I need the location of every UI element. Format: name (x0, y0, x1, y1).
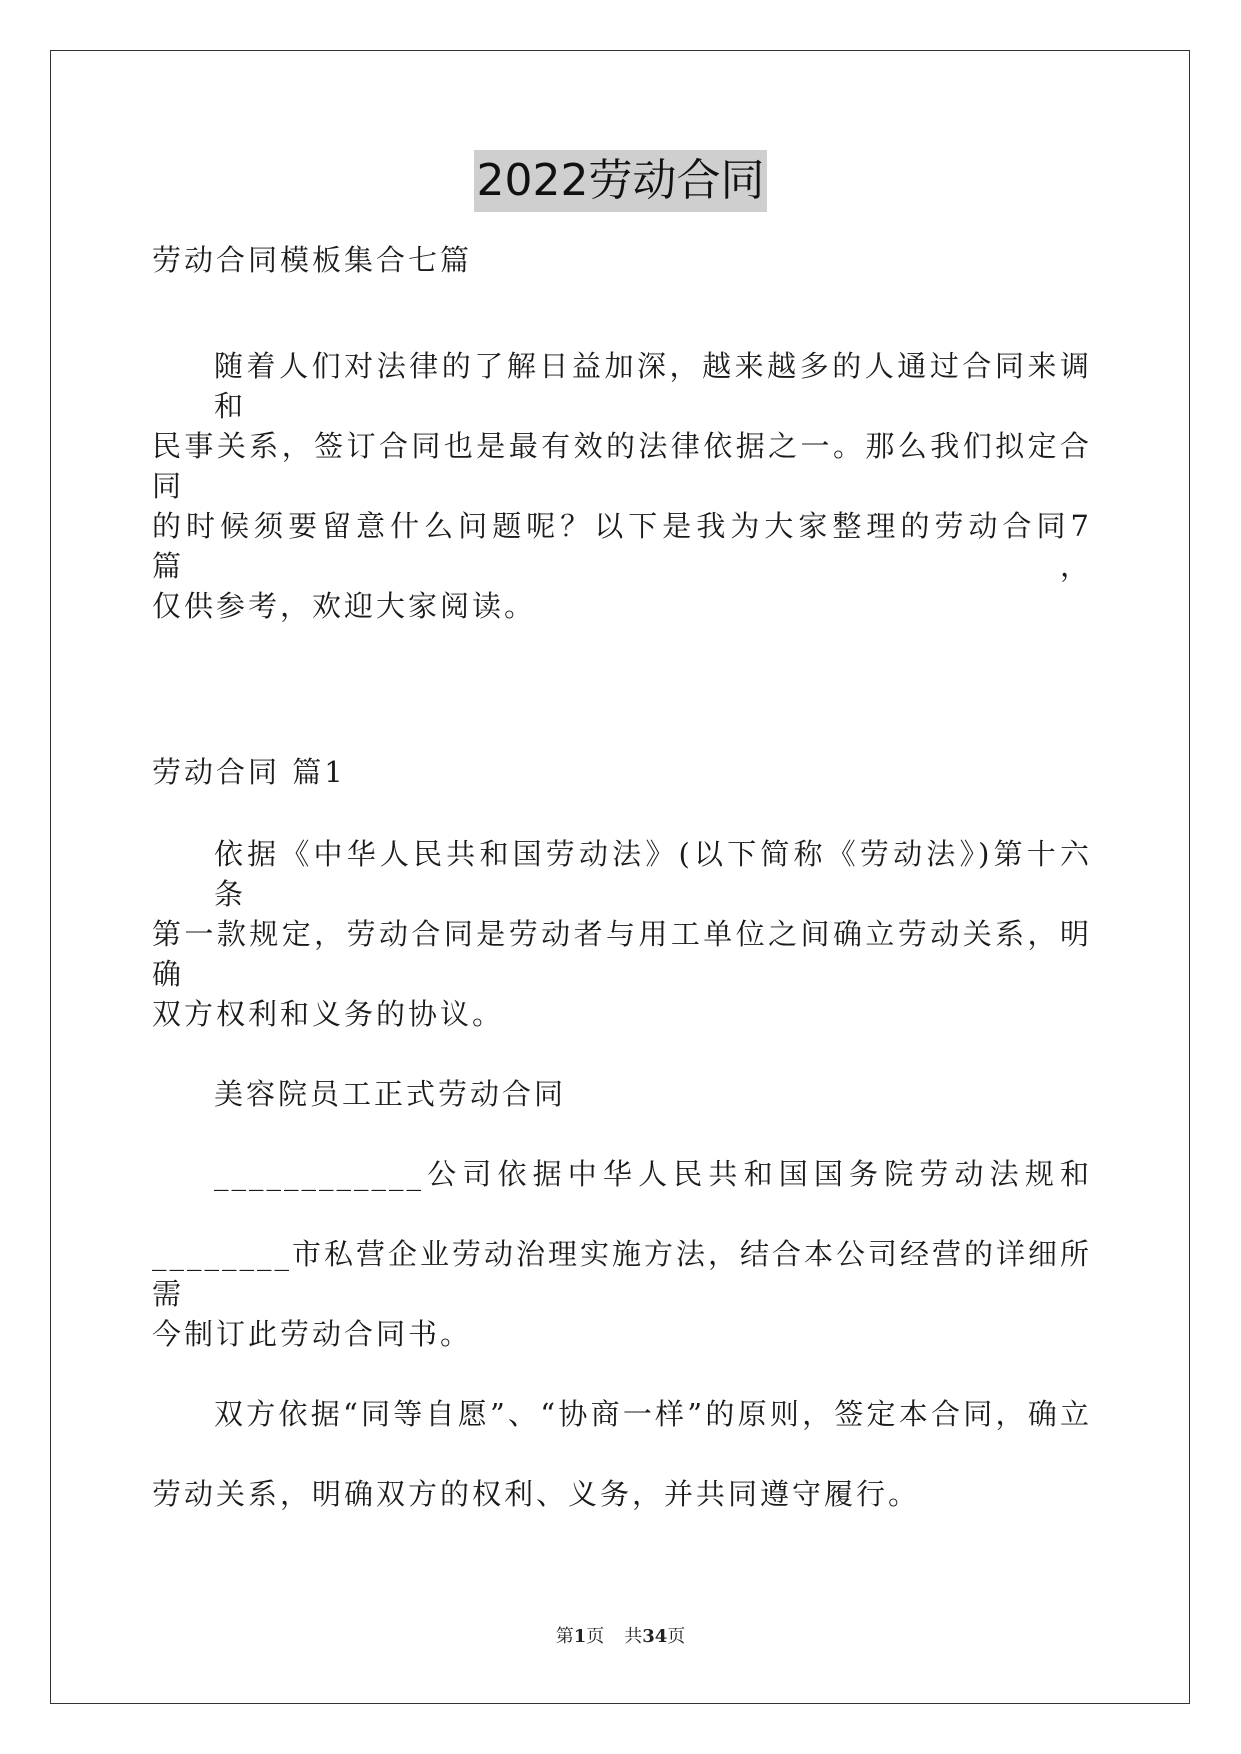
section-line-8: 双方依据“同等自愿”、“协商一样”的原则，签定本合同，确立 (214, 1397, 1092, 1431)
intro-line-1: 随着人们对法律的了解日益加深，越来越多的人通过合同来调和 (214, 349, 1092, 423)
footer-total-suffix: 页 (667, 1626, 686, 1647)
section-heading: 劳动合同 篇1 (152, 755, 346, 789)
page-footer (0, 1622, 1241, 1648)
footer-page-prefix: 第 (555, 1626, 574, 1647)
contract-name: 美容院员工正式劳动合同 (214, 1077, 567, 1111)
title-container (0, 150, 1241, 212)
footer-total-prefix: 共 (624, 1626, 643, 1647)
intro-line-3: 的时候须要留意什么问题呢？以下是我为大家整理的劳动合同7篇， (152, 509, 1092, 583)
section-line-5: ____________公司依据中华人民共和国国务院劳动法规和 (214, 1157, 1092, 1191)
section-line-9: 劳动关系，明确双方的权利、义务，并共同遵守履行。 (152, 1477, 921, 1511)
document-subtitle: 劳动合同模板集合七篇 (152, 243, 473, 277)
section-line-6: ________市私营企业劳动治理实施方法，结合本公司经营的详细所需 (152, 1237, 1093, 1311)
document-title: 2022劳动合同 (474, 150, 768, 212)
section-line-3: 双方权利和义务的协议。 (152, 997, 505, 1031)
intro-line-4: 仅供参考，欢迎大家阅读。 (152, 589, 537, 623)
footer-total-pages: 34 (642, 1626, 668, 1647)
footer-page-number: 1 (573, 1626, 587, 1647)
intro-line-2: 民事关系，签订合同也是最有效的法律依据之一。那么我们拟定合同 (152, 429, 1092, 503)
footer-page-suffix: 页 (586, 1626, 605, 1647)
section-line-1: 依据《中华人民共和国劳动法》(以下简称《劳动法》)第十六条 (214, 837, 1092, 911)
section-line-2: 第一款规定，劳动合同是劳动者与用工单位之间确立劳动关系，明确 (152, 917, 1092, 991)
section-line-7: 今制订此劳动合同书。 (152, 1317, 473, 1351)
